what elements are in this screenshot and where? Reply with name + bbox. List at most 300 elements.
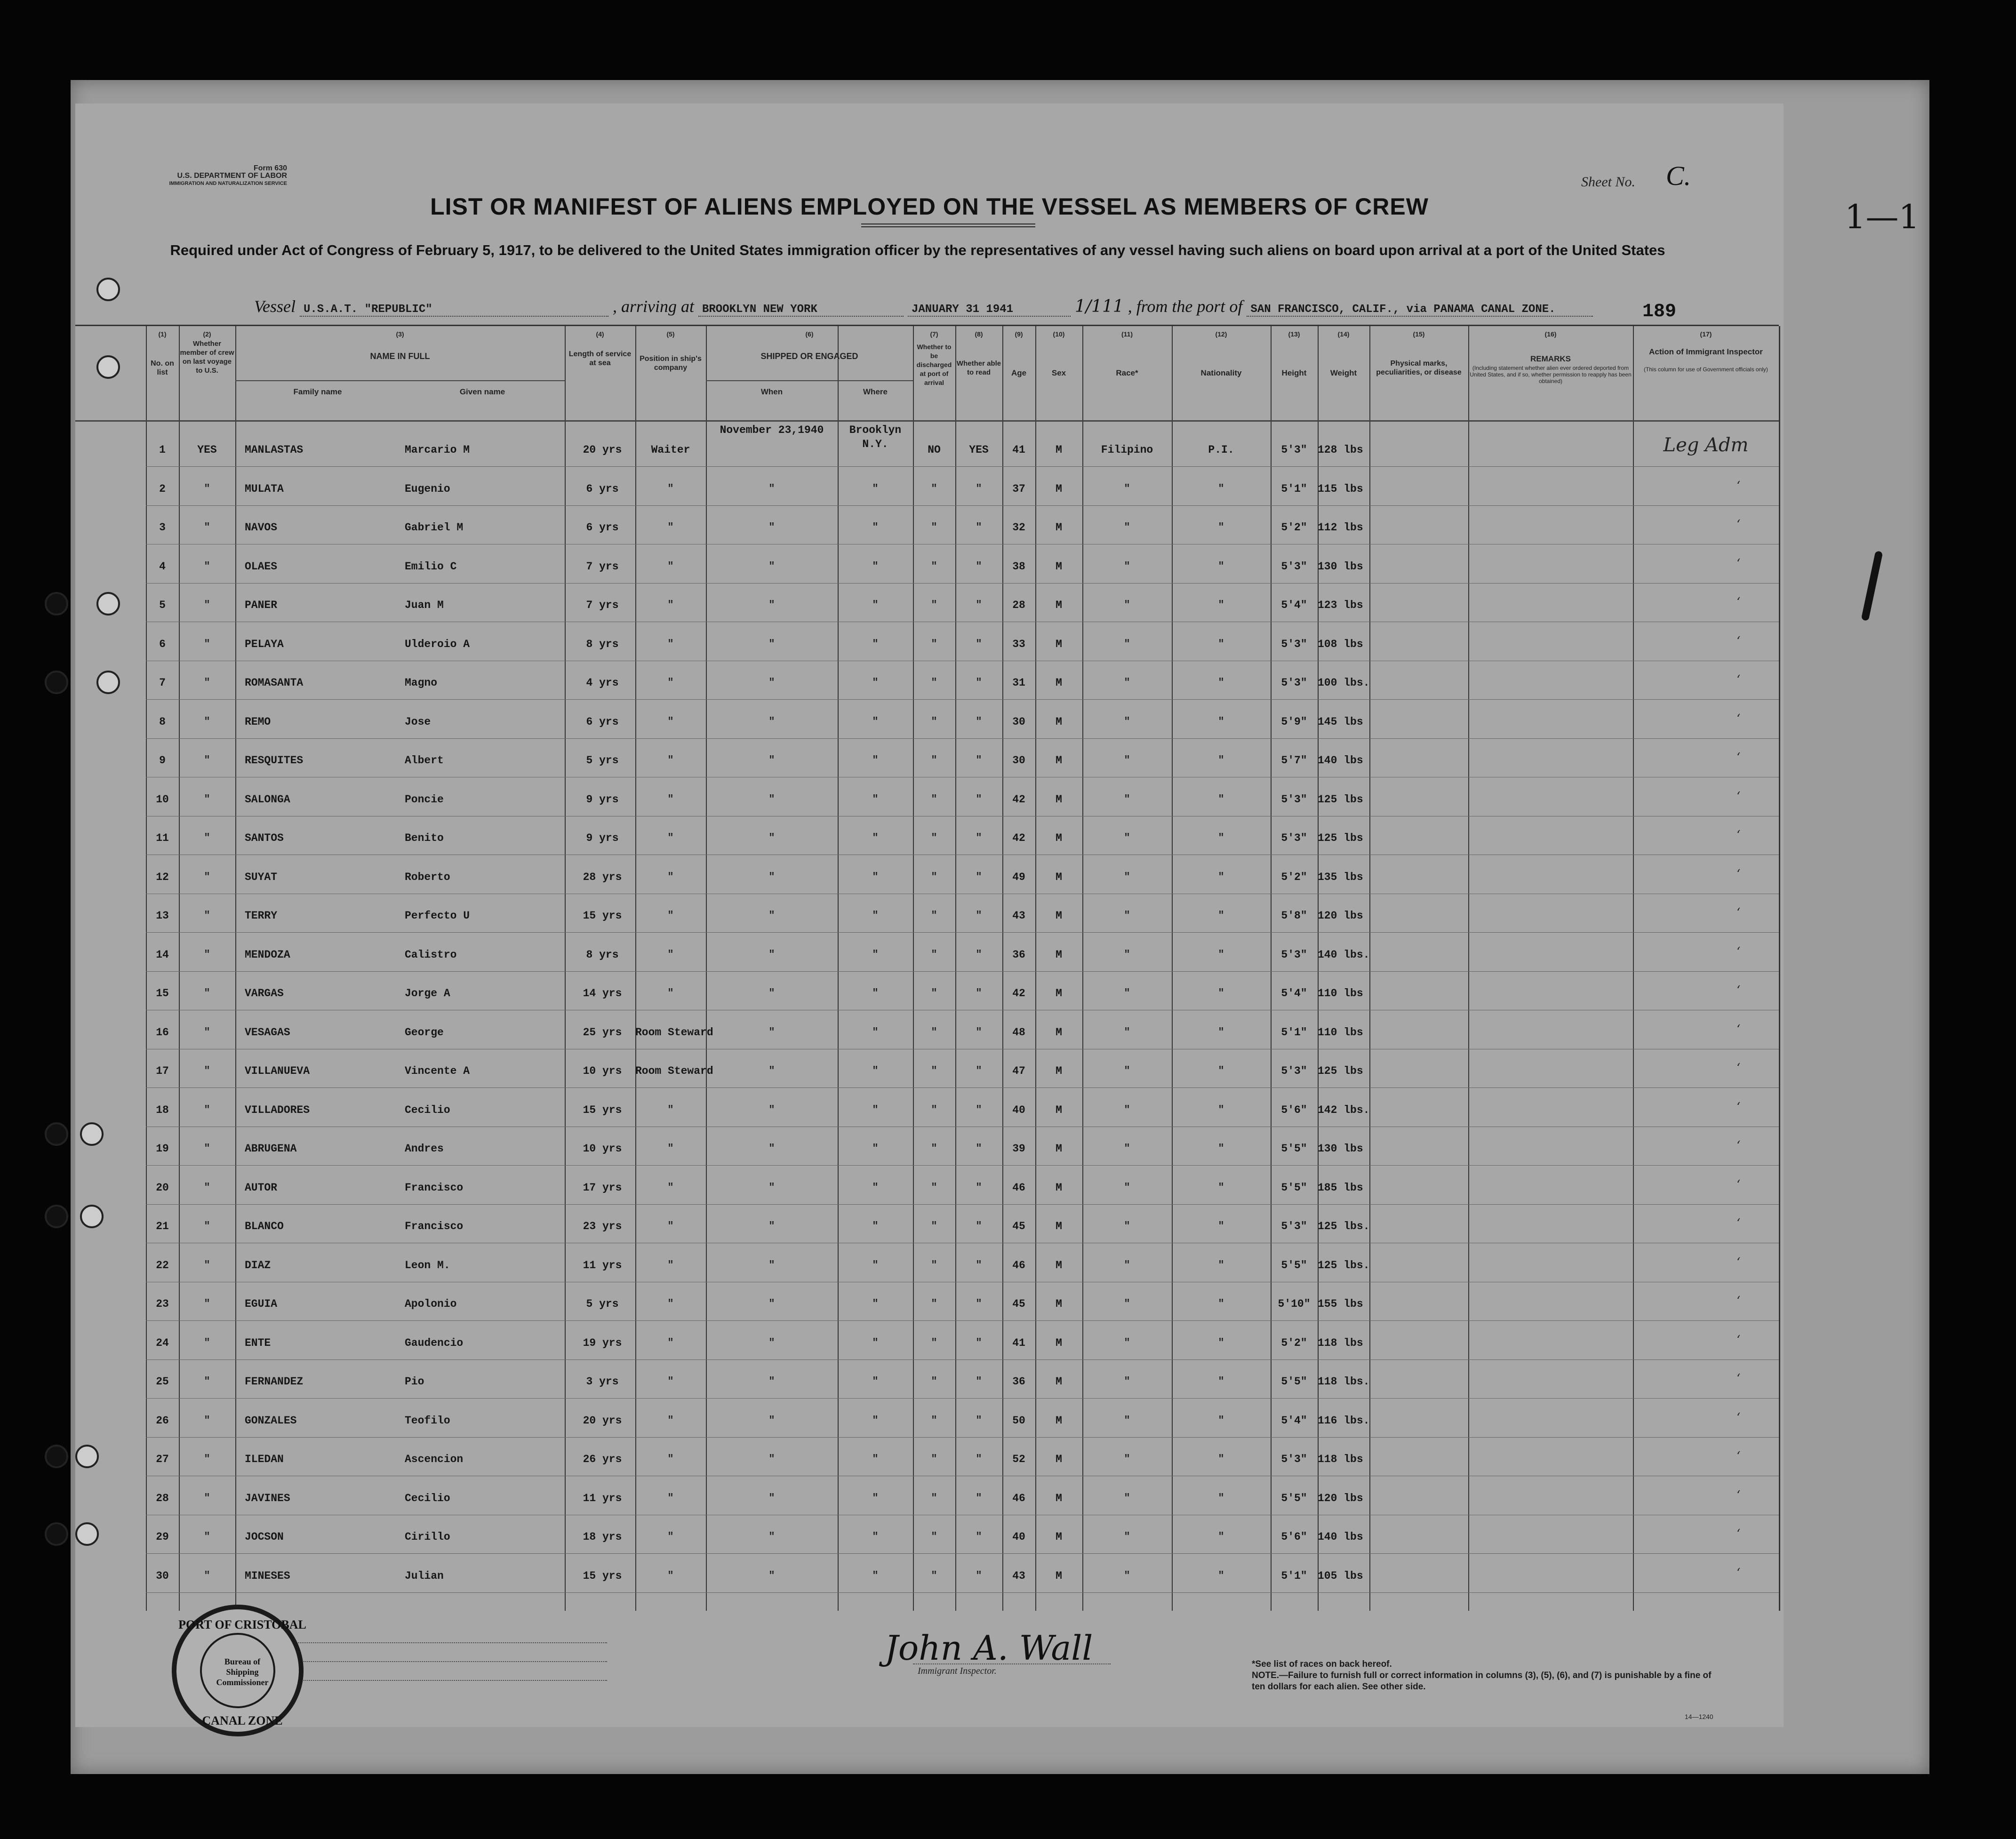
ditto-mark: "	[872, 638, 879, 650]
inspector-tick: ʻ	[1736, 673, 1741, 687]
penalty-note: NOTE.—Failure to furnish full or correct information in columns (3), (5), (6), and (7) is punishable by a fine of ten dollars for each alien. See other side.	[1252, 1671, 1712, 1692]
ditto-mark: "	[931, 793, 937, 805]
header-race: Race*	[1116, 368, 1138, 377]
height-value: 5'4"	[1281, 987, 1307, 999]
row-number: 27	[156, 1453, 169, 1465]
ditto-mark: "	[1124, 1026, 1130, 1038]
manifest-page	[71, 80, 1929, 1774]
inspector-tick: ʻ	[1736, 1177, 1741, 1192]
family-name: DIAZ	[245, 1259, 271, 1271]
inspector-tick: ʻ	[1736, 1410, 1741, 1425]
ditto-mark: "	[976, 1181, 982, 1193]
header-crew-member: Whether member of crew on last voyage to U.S.	[180, 340, 234, 375]
ditto-mark: "	[1218, 677, 1224, 688]
ditto-mark: "	[667, 1453, 674, 1465]
ditto-mark: "	[976, 910, 982, 921]
family-name: ABRUGENA	[245, 1143, 297, 1155]
ditto-mark: "	[1218, 1569, 1224, 1582]
ditto-mark: "	[1124, 832, 1130, 844]
ditto-mark: "	[1124, 1065, 1130, 1077]
departure-port: SAN FRANCISCO, CALIF., via PANAMA CANAL ZONE.	[1247, 303, 1593, 317]
ditto-mark: "	[768, 910, 775, 921]
ditto-mark: "	[1218, 1414, 1224, 1426]
inspector-tick: ʻ	[1736, 479, 1741, 493]
sex-value: M	[1056, 754, 1062, 767]
ditto-mark: "	[976, 793, 982, 805]
sex-value: M	[1056, 871, 1062, 883]
age-value: 47	[1012, 1065, 1025, 1077]
ditto-mark: "	[204, 1065, 210, 1077]
ditto-mark: "	[1218, 1336, 1224, 1349]
ditto-mark: "	[872, 1065, 879, 1077]
weight-value: 145 lbs	[1318, 715, 1363, 728]
given-name: Julian	[405, 1569, 444, 1582]
ditto-mark: "	[976, 871, 982, 883]
punch-hole	[45, 1522, 68, 1546]
column-number: (4)	[596, 330, 604, 338]
service-length: 28 yrs	[583, 871, 622, 883]
ditto-mark: "	[667, 1414, 674, 1426]
sex-value: M	[1056, 1103, 1062, 1116]
column-number: (10)	[1053, 330, 1065, 338]
ditto-mark: "	[204, 521, 210, 533]
service-length: 23 yrs	[583, 1220, 622, 1232]
given-name: Marcario M	[405, 444, 470, 456]
ditto-mark: "	[1124, 1336, 1130, 1349]
table-row	[75, 1332, 1779, 1371]
header-shipped-engaged: SHIPPED OR ENGAGED	[760, 352, 858, 361]
ditto-mark: "	[1218, 793, 1224, 805]
row-number: 17	[156, 1065, 169, 1077]
ditto-mark: "	[1218, 521, 1224, 533]
weight-value: 185 lbs	[1318, 1181, 1363, 1194]
row-number: 6	[159, 638, 166, 650]
ditto-mark: "	[872, 754, 879, 766]
ditto-mark: "	[976, 1259, 982, 1271]
discharged-value: NO	[928, 444, 941, 456]
family-name: REMO	[245, 715, 271, 728]
ditto-mark: "	[1218, 715, 1224, 728]
age-value: 38	[1012, 560, 1025, 573]
ditto-mark: "	[1218, 948, 1224, 960]
age-value: 36	[1012, 1375, 1025, 1388]
ditto-mark: "	[872, 1375, 879, 1387]
ditto-mark: "	[768, 871, 775, 883]
service-length: 15 yrs	[583, 1569, 622, 1582]
sex-value: M	[1056, 910, 1062, 922]
ditto-mark: "	[768, 1492, 775, 1504]
header-physical-marks: Physical marks, peculiarities, or disease	[1376, 360, 1462, 376]
given-name: Emilio C	[405, 560, 457, 573]
ditto-mark: "	[931, 987, 937, 999]
ditto-mark: "	[667, 1336, 674, 1349]
row-number: 4	[159, 560, 166, 573]
age-value: 45	[1012, 1298, 1025, 1310]
ditto-mark: "	[1124, 910, 1130, 921]
ditto-mark: "	[1124, 560, 1130, 572]
row-number: 15	[156, 987, 169, 999]
table-row	[75, 1138, 1779, 1177]
inspector-tick: ʻ	[1736, 1449, 1741, 1463]
weight-value: 135 lbs	[1318, 871, 1363, 883]
family-name: ROMASANTA	[245, 677, 304, 689]
weight-value: 110 lbs	[1318, 987, 1363, 999]
ditto-mark: "	[667, 1298, 674, 1310]
ditto-mark: "	[872, 910, 879, 921]
column-number: (5)	[666, 330, 675, 338]
column-number: (12)	[1215, 330, 1227, 338]
ditto-mark: "	[1124, 1375, 1130, 1387]
ditto-mark: "	[1218, 1220, 1224, 1232]
sex-value: M	[1056, 1220, 1062, 1232]
ditto-mark: "	[667, 910, 674, 921]
ditto-mark: "	[976, 832, 982, 844]
ditto-mark: "	[976, 1531, 982, 1543]
ditto-mark: "	[667, 1531, 674, 1543]
weight-value: 108 lbs	[1318, 638, 1363, 650]
row-number: 30	[156, 1569, 169, 1582]
ditto-mark: "	[1218, 910, 1224, 921]
stamp-top-text: PORT OF CRISTOBAL	[178, 1618, 306, 1631]
ditto-mark: "	[667, 482, 674, 495]
ditto-mark: "	[204, 793, 210, 805]
punch-hole	[45, 671, 68, 694]
given-name: Eugenio	[405, 482, 450, 495]
header-able-to-read: Whether able to read	[956, 360, 1001, 376]
ditto-mark: "	[768, 1375, 775, 1387]
sex-value: M	[1056, 1414, 1062, 1427]
ditto-mark: "	[667, 1492, 674, 1504]
table-row	[75, 1565, 1779, 1604]
ditto-mark: "	[1218, 638, 1224, 650]
ditto-mark: "	[204, 1414, 210, 1426]
ditto-mark: "	[976, 1375, 982, 1387]
ditto-mark: "	[976, 1414, 982, 1426]
ditto-mark: "	[667, 1143, 674, 1154]
table-row	[75, 1448, 1779, 1487]
ditto-mark: "	[1124, 482, 1130, 495]
ditto-mark: "	[768, 1065, 775, 1077]
row-number: 12	[156, 871, 169, 883]
table-row	[75, 1410, 1779, 1449]
weight-value: 120 lbs	[1318, 1492, 1363, 1504]
weight-value: 115 lbs	[1318, 482, 1363, 495]
ditto-mark: "	[976, 1336, 982, 1349]
sex-value: M	[1056, 832, 1062, 844]
document-title: LIST OR MANIFEST OF ALIENS EMPLOYED ON THE VESSEL AS MEMBERS OF CREW	[430, 193, 1429, 220]
title-underline	[861, 224, 1035, 227]
inspector-tick: ʻ	[1736, 1566, 1741, 1580]
ditto-mark: "	[976, 1220, 982, 1232]
ditto-mark: "	[768, 1143, 775, 1154]
ditto-mark: "	[976, 1143, 982, 1154]
row-number: 11	[156, 832, 169, 844]
table-row	[75, 789, 1779, 828]
inspector-tick: ʻ	[1736, 983, 1741, 998]
service-length: 18 yrs	[583, 1531, 622, 1543]
ditto-mark: "	[204, 1181, 210, 1193]
ditto-mark: "	[872, 1336, 879, 1349]
ditto-mark: "	[768, 1531, 775, 1543]
ditto-mark: "	[1124, 987, 1130, 999]
height-value: 5'3"	[1281, 793, 1307, 806]
given-name: Vincente A	[405, 1065, 470, 1077]
crew-table	[75, 325, 1779, 1611]
punch-hole	[75, 1445, 99, 1468]
vessel-name: U.S.A.T. "REPUBLIC"	[300, 303, 608, 317]
ditto-mark: "	[931, 1492, 937, 1504]
subheader-rule	[235, 380, 565, 381]
table-row	[75, 983, 1779, 1022]
family-name: MULATA	[245, 482, 284, 495]
age-value: 43	[1012, 910, 1025, 922]
form-identifier	[146, 165, 287, 187]
ditto-mark: "	[931, 1065, 937, 1077]
height-value: 5'5"	[1281, 1492, 1307, 1504]
ditto-mark: "	[768, 638, 775, 650]
inspector-tick: ʻ	[1736, 595, 1741, 609]
height-value: 5'6"	[1281, 1531, 1307, 1543]
inspector-tick: ʻ	[1736, 1100, 1741, 1114]
vessel-label: Vessel	[254, 297, 296, 316]
ditto-mark: "	[768, 1453, 775, 1465]
ditto-mark: "	[204, 1143, 210, 1154]
height-value: 5'1"	[1281, 1026, 1307, 1039]
ditto-mark: "	[1218, 1065, 1224, 1077]
ditto-mark: "	[1218, 1492, 1224, 1504]
ditto-mark: "	[872, 482, 879, 495]
service-length: 7 yrs	[586, 599, 619, 611]
ditto-mark: "	[931, 521, 937, 533]
ditto-mark: "	[931, 1375, 937, 1387]
inspector-tick: ʻ	[1736, 1488, 1741, 1503]
family-name: AUTOR	[245, 1181, 278, 1194]
ditto-mark: "	[204, 871, 210, 883]
ditto-mark: "	[768, 1181, 775, 1193]
subheader-rule	[706, 380, 913, 381]
ditto-mark: "	[931, 1259, 937, 1271]
service-length: 8 yrs	[586, 948, 619, 961]
ditto-mark: "	[872, 1181, 879, 1193]
column-rule	[1779, 326, 1780, 1611]
ditto-mark: "	[976, 1103, 982, 1116]
ditto-mark: "	[768, 1026, 775, 1038]
age-value: 42	[1012, 987, 1025, 999]
arriving-label: , arriving at	[612, 297, 694, 316]
column-number: (3)	[396, 330, 404, 338]
ditto-mark: "	[768, 599, 775, 611]
given-name: Ascencion	[405, 1453, 464, 1465]
service-length: 15 yrs	[583, 910, 622, 922]
sex-value: M	[1056, 1569, 1062, 1582]
ditto-mark: "	[667, 1220, 674, 1232]
ditto-mark: "	[204, 560, 210, 572]
given-name: Benito	[405, 832, 444, 844]
inspector-tick: ʻ	[1736, 789, 1741, 804]
ditto-mark: "	[768, 560, 775, 572]
service-length: 26 yrs	[583, 1453, 622, 1465]
arrival-date: JANUARY 31 1941	[908, 303, 1071, 317]
age-value: 41	[1012, 1336, 1025, 1349]
ditto-mark: "	[204, 1375, 210, 1387]
inspector-tick: ʻ	[1736, 1216, 1741, 1231]
table-row	[75, 1255, 1779, 1294]
header-given-name: Given name	[459, 387, 505, 396]
ditto-mark: "	[1218, 1453, 1224, 1465]
sex-value: M	[1056, 987, 1062, 999]
sex-value: M	[1056, 599, 1062, 611]
column-number: (6)	[805, 330, 814, 338]
inspector-tick: ʻ	[1736, 1527, 1741, 1541]
column-number: (8)	[975, 330, 983, 338]
ditto-mark: "	[872, 715, 879, 728]
sex-value: M	[1056, 1375, 1062, 1388]
ditto-mark: "	[1218, 832, 1224, 844]
ditto-mark: "	[931, 1143, 937, 1154]
ditto-mark: "	[204, 482, 210, 495]
row-number: 28	[156, 1492, 169, 1504]
column-number: (16)	[1544, 330, 1557, 338]
sex-value: M	[1056, 1298, 1062, 1310]
given-name: Poncie	[405, 793, 444, 806]
shipped-when: November 23,1940	[720, 424, 824, 436]
row-number: 24	[156, 1336, 169, 1349]
ditto-mark: "	[667, 560, 674, 572]
height-value: 5'5"	[1281, 1143, 1307, 1155]
height-value: 5'3"	[1281, 1065, 1307, 1077]
family-name: ILEDAN	[245, 1453, 284, 1465]
weight-value: 125 lbs	[1318, 832, 1363, 844]
table-row	[75, 1487, 1779, 1527]
service-length: 3 yrs	[586, 1375, 619, 1388]
service-length: 9 yrs	[586, 793, 619, 806]
inspector-tick: ʻ	[1736, 1294, 1741, 1308]
service-length: 17 yrs	[583, 1181, 622, 1194]
ditto-mark: "	[1124, 1143, 1130, 1154]
column-number: (1)	[158, 330, 167, 338]
weight-value: 155 lbs	[1318, 1298, 1363, 1310]
row-number: 10	[156, 793, 169, 806]
family-name: GONZALES	[245, 1414, 297, 1427]
ditto-mark: "	[204, 1259, 210, 1271]
sex-value: M	[1056, 1143, 1062, 1155]
ditto-mark: "	[1124, 1103, 1130, 1116]
ditto-mark: "	[768, 987, 775, 999]
service-length: 8 yrs	[586, 638, 619, 650]
height-value: 5'1"	[1281, 1569, 1307, 1582]
ditto-mark: "	[976, 677, 982, 688]
weight-value: 105 lbs	[1318, 1569, 1363, 1582]
ditto-mark: "	[931, 1026, 937, 1038]
family-name: VILLADORES	[245, 1103, 310, 1116]
ditto-mark: "	[204, 832, 210, 844]
age-value: 46	[1012, 1492, 1025, 1504]
header-position: Position in ship's company	[640, 355, 702, 372]
family-name: NAVOS	[245, 521, 278, 534]
age-value: 28	[1012, 599, 1025, 611]
ditto-mark: "	[667, 871, 674, 883]
row-number: 23	[156, 1298, 169, 1310]
family-name: MENDOZA	[245, 948, 290, 961]
service-length: 5 yrs	[586, 1298, 619, 1310]
row-number: 26	[156, 1414, 169, 1427]
ditto-mark: "	[931, 677, 937, 688]
table-row	[75, 1293, 1779, 1332]
given-name: Albert	[405, 754, 444, 767]
header-action: Action of Immigrant Inspector	[1649, 347, 1763, 356]
ditto-mark: "	[1124, 599, 1130, 611]
service-length: 9 yrs	[586, 832, 619, 844]
inspector-tick: ʻ	[1736, 634, 1741, 648]
sex-value: M	[1056, 444, 1062, 456]
height-value: 5'2"	[1281, 1336, 1307, 1349]
age-value: 46	[1012, 1259, 1025, 1271]
inspector-tick: ʻ	[1736, 1333, 1741, 1347]
ditto-mark: "	[976, 754, 982, 766]
ditto-mark: "	[931, 871, 937, 883]
ditto-mark: "	[204, 1492, 210, 1504]
header-no-on-list: No. on list	[151, 360, 174, 376]
header-action-note: (This column for use of Government officials only)	[1644, 366, 1768, 373]
height-value: 5'3"	[1281, 1453, 1307, 1465]
ditto-mark: "	[1124, 1259, 1130, 1271]
age-value: 37	[1012, 482, 1025, 495]
ditto-mark: "	[931, 1414, 937, 1426]
ditto-mark: "	[872, 948, 879, 960]
ditto-mark: "	[872, 1026, 879, 1038]
sex-value: M	[1056, 793, 1062, 806]
given-name: Gaudencio	[405, 1336, 464, 1349]
margin-stroke	[1861, 551, 1883, 621]
ditto-mark: "	[976, 1492, 982, 1504]
ditto-mark: "	[768, 1414, 775, 1426]
weight-value: 123 lbs	[1318, 599, 1363, 611]
ditto-mark: "	[667, 1103, 674, 1116]
table-row	[75, 1526, 1779, 1565]
ditto-mark: "	[768, 1336, 775, 1349]
family-name: RESQUITES	[245, 754, 304, 767]
height-value: 5'2"	[1281, 871, 1307, 883]
ditto-mark: "	[768, 1220, 775, 1232]
ditto-mark: "	[1124, 1414, 1130, 1426]
row-number: 16	[156, 1026, 169, 1039]
sex-value: M	[1056, 1259, 1062, 1271]
given-name: Apolonio	[405, 1298, 457, 1310]
age-value: 32	[1012, 521, 1025, 534]
ditto-mark: "	[1218, 1103, 1224, 1116]
ditto-mark: "	[667, 677, 674, 688]
ditto-mark: "	[667, 832, 674, 844]
ditto-mark: "	[204, 1336, 210, 1349]
height-value: 5'3"	[1281, 832, 1307, 844]
family-name: EGUIA	[245, 1298, 278, 1310]
ditto-mark: "	[1218, 871, 1224, 883]
position-value: Waiter	[651, 444, 690, 456]
column-number: (2)	[203, 330, 211, 338]
stamp-bottom-text: CANAL ZONE	[202, 1714, 283, 1727]
header-weight: Weight	[1330, 368, 1357, 377]
ditto-mark: "	[1124, 638, 1130, 650]
ditto-mark: "	[931, 948, 937, 960]
service-length: 20 yrs	[583, 1414, 622, 1427]
table-row	[75, 827, 1779, 866]
family-name: SALONGA	[245, 793, 290, 806]
age-value: 52	[1012, 1453, 1025, 1465]
ditto-mark: "	[931, 832, 937, 844]
inspector-tick: ʻ	[1736, 556, 1741, 571]
ditto-mark: "	[768, 482, 775, 495]
table-row	[75, 672, 1779, 711]
